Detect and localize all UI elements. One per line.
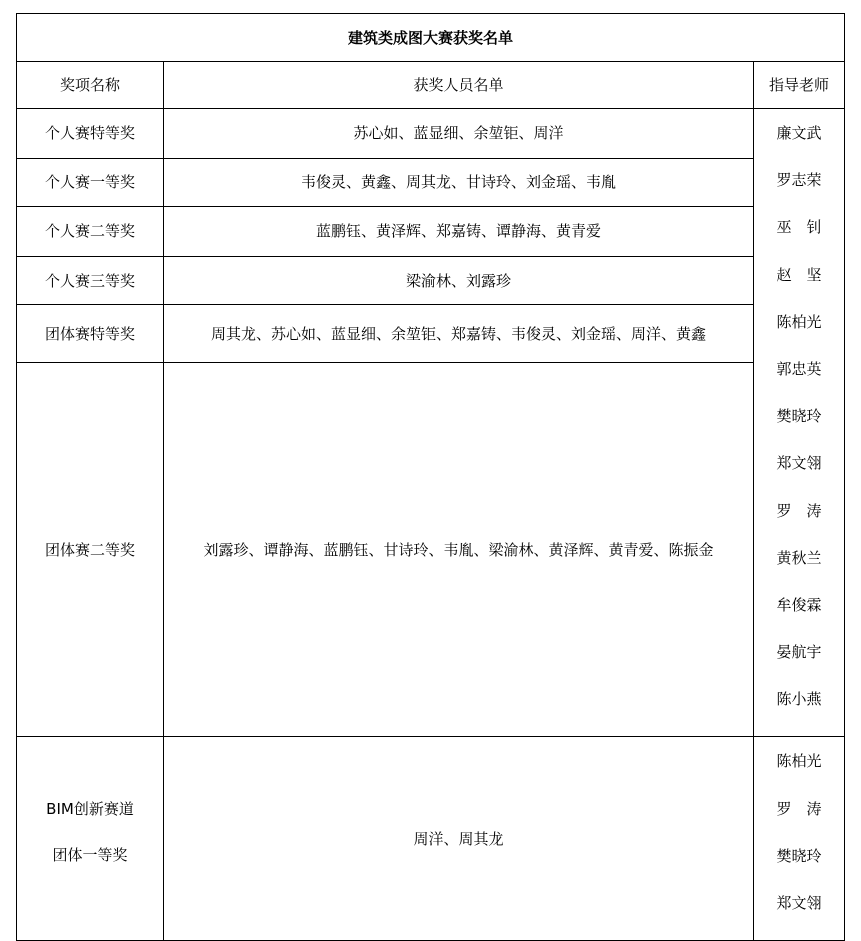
table-row bbox=[17, 256, 845, 305]
teacher-name: 罗志荣 bbox=[776, 171, 822, 190]
header-award: 奖项名称 bbox=[17, 62, 164, 109]
table-row bbox=[17, 737, 845, 941]
winner-list: 韦俊灵、黄鑫、周其龙、甘诗玲、刘金瑶、韦胤 bbox=[164, 158, 754, 207]
bim-award-name bbox=[17, 737, 164, 941]
teacher-list-bim bbox=[754, 737, 845, 941]
teacher-name: 赵 坚 bbox=[776, 265, 822, 284]
teacher-name: 郭忠英 bbox=[776, 359, 822, 378]
teacher-name: 牟俊霖 bbox=[776, 595, 822, 614]
teacher-name: 郑文翎 bbox=[776, 454, 822, 473]
teacher-name: 罗 涛 bbox=[776, 799, 822, 818]
winner-list: 蓝鹏钰、黄泽辉、郑嘉铸、谭静海、黄青爱 bbox=[164, 207, 754, 257]
header-winners: 获奖人员名单 bbox=[164, 62, 754, 109]
table-row bbox=[17, 109, 845, 159]
winner-list: 苏心如、蓝显细、余堃钜、周洋 bbox=[164, 109, 754, 159]
teacher-name: 樊晓玲 bbox=[776, 407, 822, 426]
table-row bbox=[17, 305, 845, 363]
bim-winner-list: 周洋、周其龙 bbox=[164, 737, 754, 941]
teacher-name: 廉文武 bbox=[776, 124, 822, 142]
teacher-name: 陈柏光 bbox=[776, 752, 822, 771]
bim-award-line1: BIM创新赛道 bbox=[46, 799, 134, 818]
winner-list: 周其龙、苏心如、蓝显细、余堃钜、郑嘉铸、韦俊灵、刘金瑶、周洋、黄鑫 bbox=[164, 305, 754, 363]
teacher-name: 巫 钊 bbox=[776, 218, 822, 237]
award-name: 个人赛特等奖 bbox=[17, 109, 164, 159]
teacher-name: 陈小燕 bbox=[776, 690, 822, 709]
teacher-name: 郑文翎 bbox=[776, 894, 822, 912]
title-row bbox=[17, 14, 845, 62]
award-name: 个人赛二等奖 bbox=[17, 207, 164, 257]
award-name: 团体赛特等奖 bbox=[17, 305, 164, 363]
award-table bbox=[16, 13, 845, 941]
winner-list: 刘露珍、谭静海、蓝鹏钰、甘诗玲、韦胤、梁渝林、黄泽辉、黄青爱、陈振金 bbox=[164, 363, 754, 737]
teacher-list-main bbox=[754, 109, 845, 737]
teacher-name: 晏航宇 bbox=[776, 643, 822, 662]
award-name: 个人赛一等奖 bbox=[17, 158, 164, 207]
teacher-name: 陈柏光 bbox=[776, 312, 822, 331]
header-row bbox=[17, 62, 845, 109]
table-row bbox=[17, 363, 845, 737]
header-teacher: 指导老师 bbox=[754, 62, 845, 109]
table-row bbox=[17, 158, 845, 207]
teacher-name: 罗 涛 bbox=[776, 501, 822, 520]
award-name: 个人赛三等奖 bbox=[17, 256, 164, 305]
table-row bbox=[17, 207, 845, 257]
table-title: 建筑类成图大赛获奖名单 bbox=[17, 14, 845, 62]
bim-award-line2: 团体一等奖 bbox=[52, 845, 128, 864]
teacher-name: 樊晓玲 bbox=[776, 846, 822, 865]
winner-list: 梁渝林、刘露珍 bbox=[164, 256, 754, 305]
award-name: 团体赛二等奖 bbox=[17, 363, 164, 737]
teacher-name: 黄秋兰 bbox=[776, 548, 822, 567]
